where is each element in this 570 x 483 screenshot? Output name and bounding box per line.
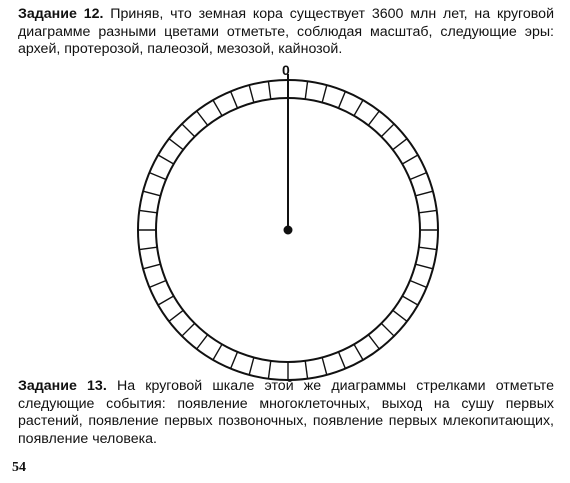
- dial-tick: [305, 81, 307, 99]
- dial-tick: [354, 100, 363, 116]
- dial-tick: [268, 81, 270, 99]
- dial-tick: [322, 85, 327, 102]
- dial-tick: [231, 352, 238, 369]
- dial-tick: [149, 281, 166, 288]
- dial-tick: [197, 111, 208, 125]
- task-12-number: Задание 12.: [18, 6, 104, 22]
- dial-tick: [393, 139, 407, 150]
- dial-tick: [213, 344, 222, 360]
- dial-tick: [354, 344, 363, 360]
- dial-tick: [381, 323, 394, 336]
- dial-tick: [182, 124, 195, 137]
- page-number: 54: [12, 460, 26, 475]
- dial-tick: [402, 155, 418, 164]
- dial-tick: [305, 361, 307, 379]
- dial-tick: [381, 124, 394, 137]
- dial-tick: [322, 358, 327, 375]
- dial-tick: [416, 191, 433, 196]
- task-12-text: Приняв, что земная кора существует 3600 млн лет, на круговой диаграмме разными цветами отметьте, соблюдая масштаб, следующие эры: архей, протерозой, палеозой, мезозой, кайнозой.: [18, 6, 554, 58]
- dial-tick: [249, 358, 254, 375]
- dial-tick: [149, 173, 166, 180]
- dial-tick: [143, 191, 160, 196]
- dial-tick: [249, 85, 254, 102]
- dial-center-dot: [284, 226, 292, 234]
- dial-tick: [169, 310, 183, 321]
- dial-zero-label: 0: [282, 62, 290, 78]
- dial-tick: [268, 361, 270, 379]
- dial-tick: [339, 91, 346, 108]
- dial-tick: [182, 323, 195, 336]
- dial-tick: [197, 335, 208, 349]
- dial-tick: [410, 173, 427, 180]
- task-13-number: Задание 13.: [18, 378, 107, 394]
- dial-tick: [419, 210, 437, 212]
- dial-tick: [339, 352, 346, 369]
- task-13: [18, 378, 554, 448]
- dial-tick: [419, 247, 437, 249]
- dial-tick: [213, 100, 222, 116]
- dial-tick: [231, 91, 238, 108]
- dial-tick: [139, 247, 157, 249]
- dial-tick: [169, 139, 183, 150]
- dial-tick: [410, 281, 427, 288]
- dial-tick: [143, 264, 160, 269]
- dial-tick: [393, 310, 407, 321]
- dial-tick: [402, 296, 418, 305]
- dial-tick: [158, 155, 174, 164]
- dial-tick: [139, 210, 157, 212]
- dial-tick: [158, 296, 174, 305]
- dial-tick: [368, 111, 379, 125]
- task-13-text: На круговой шкале этой же диаграммы стрелками отметьте следующие события: появление многоклеточных, выход на сушу первых растений, появление первых позвоночных, появление первых млекопитающих, появление человека.: [18, 378, 554, 447]
- dial-tick: [368, 335, 379, 349]
- dial-tick: [416, 264, 433, 269]
